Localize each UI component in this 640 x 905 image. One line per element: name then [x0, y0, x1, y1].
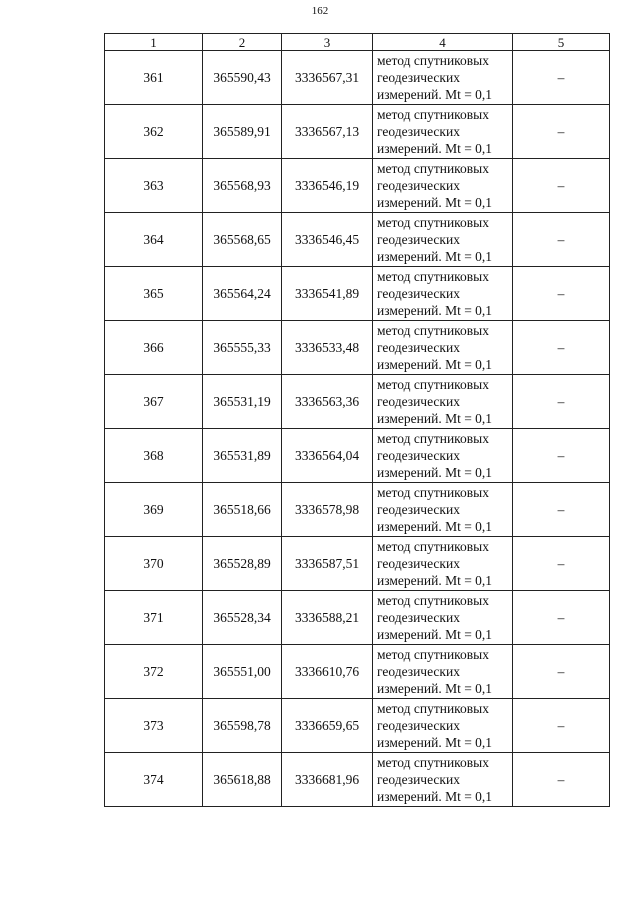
method-line-3: измерений. Mt = 0,1 — [377, 519, 493, 534]
method-line-2: геодезических — [377, 70, 460, 85]
point-number: 371 — [105, 591, 203, 645]
method-line-3: измерений. Mt = 0,1 — [377, 303, 493, 318]
page-number: 162 — [311, 5, 329, 17]
method-line-3: измерений. Mt = 0,1 — [377, 411, 493, 426]
method-line-3: измерений. Mt = 0,1 — [377, 465, 493, 480]
method-line-1: метод спутниковых — [377, 431, 489, 446]
method-line-2: геодезических — [377, 502, 460, 517]
method-line-3: измерений. Mt = 0,1 — [377, 357, 493, 372]
method-cell — [373, 429, 513, 483]
coord-y: 3336588,21 — [282, 591, 373, 645]
method-line-3: измерений. Mt = 0,1 — [377, 789, 493, 804]
coord-x: 365564,24 — [203, 267, 282, 321]
table-row — [105, 213, 610, 267]
method-line-2: геодезических — [377, 610, 460, 625]
method-line-1: метод спутниковых — [377, 215, 489, 230]
method-line-2: геодезических — [377, 340, 460, 355]
header-col-2: 2 — [203, 34, 282, 51]
extra-value: – — [513, 753, 610, 807]
method-line-3: измерений. Mt = 0,1 — [377, 627, 493, 642]
method-line-2: геодезических — [377, 448, 460, 463]
method-line-1: метод спутниковых — [377, 647, 489, 662]
method-cell — [373, 591, 513, 645]
table-row — [105, 159, 610, 213]
table-row — [105, 699, 610, 753]
method-cell — [373, 645, 513, 699]
table-row — [105, 591, 610, 645]
coord-x: 365589,91 — [203, 105, 282, 159]
point-number: 370 — [105, 537, 203, 591]
method-line-1: метод спутниковых — [377, 593, 489, 608]
method-line-2: геодезических — [377, 556, 460, 571]
extra-value: – — [513, 375, 610, 429]
method-line-1: метод спутниковых — [377, 539, 489, 554]
method-line-3: измерений. Mt = 0,1 — [377, 195, 493, 210]
point-number: 364 — [105, 213, 203, 267]
point-number: 367 — [105, 375, 203, 429]
method-cell — [373, 483, 513, 537]
table-row — [105, 105, 610, 159]
method-line-2: геодезических — [377, 286, 460, 301]
coord-y: 3336681,96 — [282, 753, 373, 807]
header-col-3: 3 — [282, 34, 373, 51]
table-row — [105, 753, 610, 807]
coord-y: 3336533,48 — [282, 321, 373, 375]
extra-value: – — [513, 591, 610, 645]
point-number: 365 — [105, 267, 203, 321]
coord-x: 365531,19 — [203, 375, 282, 429]
method-line-2: геодезических — [377, 178, 460, 193]
extra-value: – — [513, 699, 610, 753]
method-cell — [373, 537, 513, 591]
table-row — [105, 321, 610, 375]
header-col-5: 5 — [513, 34, 610, 51]
coord-y: 3336563,36 — [282, 375, 373, 429]
point-number: 373 — [105, 699, 203, 753]
method-line-2: геодезических — [377, 394, 460, 409]
point-number: 363 — [105, 159, 203, 213]
coord-y: 3336546,45 — [282, 213, 373, 267]
point-number: 368 — [105, 429, 203, 483]
coord-x: 365555,33 — [203, 321, 282, 375]
method-cell — [373, 213, 513, 267]
coordinates-table — [104, 33, 610, 807]
coord-x: 365590,43 — [203, 51, 282, 105]
method-cell — [373, 375, 513, 429]
extra-value: – — [513, 645, 610, 699]
point-number: 362 — [105, 105, 203, 159]
table-row — [105, 483, 610, 537]
method-line-3: измерений. Mt = 0,1 — [377, 573, 493, 588]
table-row — [105, 375, 610, 429]
coord-y: 3336610,76 — [282, 645, 373, 699]
method-line-1: метод спутниковых — [377, 53, 489, 68]
coord-x: 365531,89 — [203, 429, 282, 483]
header-col-4: 4 — [373, 34, 513, 51]
method-cell — [373, 753, 513, 807]
table-row — [105, 645, 610, 699]
extra-value: – — [513, 537, 610, 591]
point-number: 366 — [105, 321, 203, 375]
extra-value: – — [513, 213, 610, 267]
extra-value: – — [513, 429, 610, 483]
method-line-3: измерений. Mt = 0,1 — [377, 735, 493, 750]
point-number: 361 — [105, 51, 203, 105]
header-col-1: 1 — [105, 34, 203, 51]
point-number: 374 — [105, 753, 203, 807]
method-line-2: геодезических — [377, 232, 460, 247]
method-line-3: измерений. Mt = 0,1 — [377, 681, 493, 696]
coord-y: 3336578,98 — [282, 483, 373, 537]
extra-value: – — [513, 321, 610, 375]
coord-y: 3336567,31 — [282, 51, 373, 105]
method-cell — [373, 159, 513, 213]
method-line-1: метод спутниковых — [377, 107, 489, 122]
method-line-1: метод спутниковых — [377, 323, 489, 338]
coord-x: 365618,88 — [203, 753, 282, 807]
method-cell — [373, 699, 513, 753]
method-line-1: метод спутниковых — [377, 377, 489, 392]
method-line-1: метод спутниковых — [377, 161, 489, 176]
coord-x: 365518,66 — [203, 483, 282, 537]
table-body — [105, 51, 610, 807]
header-row — [105, 34, 610, 51]
coord-y: 3336567,13 — [282, 105, 373, 159]
method-line-2: геодезических — [377, 718, 460, 733]
table-row — [105, 429, 610, 483]
method-cell — [373, 321, 513, 375]
method-line-1: метод спутниковых — [377, 755, 489, 770]
coord-y: 3336546,19 — [282, 159, 373, 213]
method-line-2: геодезических — [377, 772, 460, 787]
method-line-1: метод спутниковых — [377, 485, 489, 500]
extra-value: – — [513, 267, 610, 321]
coord-y: 3336659,65 — [282, 699, 373, 753]
point-number: 369 — [105, 483, 203, 537]
coord-x: 365568,65 — [203, 213, 282, 267]
table-row — [105, 267, 610, 321]
point-number: 372 — [105, 645, 203, 699]
extra-value: – — [513, 483, 610, 537]
method-cell — [373, 105, 513, 159]
table-header — [105, 34, 610, 51]
method-line-1: метод спутниковых — [377, 269, 489, 284]
method-cell — [373, 267, 513, 321]
table-row — [105, 537, 610, 591]
method-line-3: измерений. Mt = 0,1 — [377, 141, 493, 156]
method-line-1: метод спутниковых — [377, 701, 489, 716]
method-line-3: измерений. Mt = 0,1 — [377, 249, 493, 264]
coord-y: 3336541,89 — [282, 267, 373, 321]
coord-x: 365528,34 — [203, 591, 282, 645]
coord-x: 365528,89 — [203, 537, 282, 591]
table-row — [105, 51, 610, 105]
method-line-2: геодезических — [377, 664, 460, 679]
coord-y: 3336564,04 — [282, 429, 373, 483]
method-line-2: геодезических — [377, 124, 460, 139]
method-line-3: измерений. Mt = 0,1 — [377, 87, 493, 102]
coord-x: 365551,00 — [203, 645, 282, 699]
extra-value: – — [513, 51, 610, 105]
method-cell — [373, 51, 513, 105]
extra-value: – — [513, 105, 610, 159]
extra-value: – — [513, 159, 610, 213]
coord-x: 365598,78 — [203, 699, 282, 753]
coord-y: 3336587,51 — [282, 537, 373, 591]
coord-x: 365568,93 — [203, 159, 282, 213]
